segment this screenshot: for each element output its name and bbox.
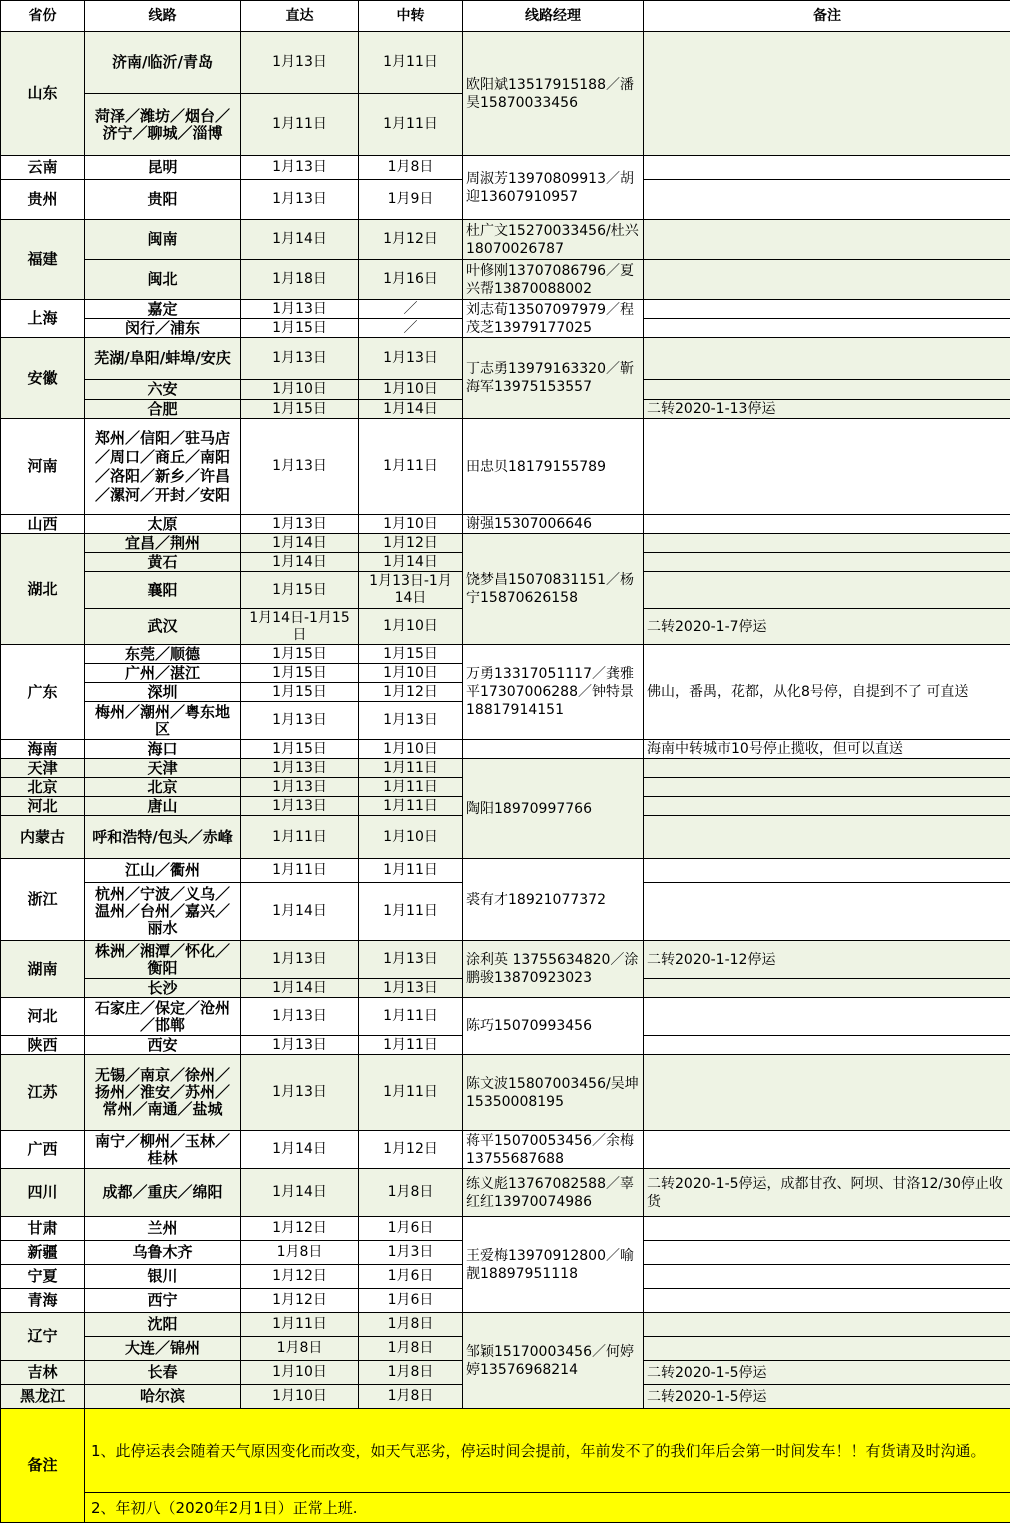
route-cell: 嘉定 [85,300,241,319]
transfer-cell: 1月9日 [359,180,463,220]
direct-cell: 1月13日 [241,419,359,515]
direct-cell: 1月13日 [241,1055,359,1131]
note-cell [644,300,1010,319]
province-cell: 北京 [1,778,85,797]
transfer-cell: 1月6日 [359,1289,463,1313]
route-cell: 太原 [85,515,241,534]
note-cell [644,319,1010,338]
transfer-cell: 1月11日 [359,859,463,883]
note-cell [644,515,1010,534]
manager-cell: 饶梦昌15070831151／杨宁15870626158 [463,534,644,645]
direct-cell: 1月14日 [241,1169,359,1217]
province-cell: 辽宁 [1,1313,85,1361]
province-cell: 湖北 [1,534,85,645]
transfer-cell: 1月11日 [359,94,463,156]
direct-cell: 1月13日 [241,300,359,319]
route-cell: 六安 [85,380,241,400]
table-row [1,1217,1010,1241]
route-cell: 南宁／柳州／玉林／桂林 [85,1131,241,1169]
direct-cell: 1月13日 [241,338,359,380]
route-cell: 襄阳 [85,572,241,609]
transfer-cell: 1月8日 [359,156,463,180]
province-cell: 内蒙古 [1,816,85,859]
route-cell: 宜昌／荆州 [85,534,241,553]
direct-cell: 1月13日 [241,998,359,1036]
province-cell: 云南 [1,156,85,180]
province-cell: 浙江 [1,859,85,941]
transfer-cell: 1月14日 [359,400,463,419]
note-cell [644,1217,1010,1241]
transfer-cell: 1月8日 [359,1337,463,1361]
manager-cell: 万勇13317051117／龚雅平17307006288／钟特景18817914151 [463,645,644,740]
transfer-cell: 1月14日 [359,553,463,572]
table-row [1,1131,1010,1169]
province-cell: 新疆 [1,1241,85,1265]
note-cell [644,32,1010,156]
table-row [1,419,1010,515]
transfer-cell: 1月8日 [359,1361,463,1385]
note-cell [644,180,1010,220]
direct-cell: 1月13日 [241,156,359,180]
table-row [1,1055,1010,1131]
route-cell: 无锡／南京／徐州／扬州／淮安／苏州／常州／南通／盐城 [85,1055,241,1131]
transfer-cell: 1月12日 [359,1131,463,1169]
direct-cell: 1月13日 [241,515,359,534]
manager-cell: 陶阳18970997766 [463,759,644,859]
transfer-cell: 1月15日 [359,645,463,664]
direct-cell: 1月12日 [241,1289,359,1313]
note-cell [644,998,1010,1036]
note-cell [644,156,1010,180]
direct-cell: 1月13日 [241,778,359,797]
manager-cell: 裘有才18921077372 [463,859,644,941]
transfer-cell: 1月8日 [359,1169,463,1217]
manager-cell: 叶修刚13707086796／夏兴帮13870088002 [463,260,644,300]
note-cell [644,859,1010,883]
province-cell: 天津 [1,759,85,778]
direct-cell: 1月15日 [241,683,359,702]
manager-cell: 周淑芳13970809913／胡迎13607910957 [463,156,644,220]
note-cell: 二转2020-1-5停运 [644,1361,1010,1385]
transfer-cell: 1月11日 [359,1036,463,1055]
table-row [1,32,1010,94]
transfer-cell: 1月13日 [359,338,463,380]
footer-note-2: 2、年初八（2020年2月1日）正常上班. [85,1493,1010,1523]
table-row [1,300,1010,319]
route-cell: 菏泽／潍坊／烟台／济宁／聊城／淄博 [85,94,241,156]
note-cell [644,816,1010,859]
route-cell: 闵行／浦东 [85,319,241,338]
note-cell [644,1055,1010,1131]
note-cell: 二转2020-1-7停运 [644,609,1010,645]
direct-cell: 1月13日 [241,941,359,979]
manager-cell: 刘志荀13507097979／程茂芝13979177025 [463,300,644,338]
province-cell: 江苏 [1,1055,85,1131]
route-cell: 大连／锦州 [85,1337,241,1361]
manager-cell: 陈巧15070993456 [463,998,644,1055]
table-row [1,534,1010,553]
table-row [1,156,1010,180]
province-cell: 山西 [1,515,85,534]
route-cell: 西安 [85,1036,241,1055]
province-cell: 河北 [1,797,85,816]
direct-cell: 1月14日 [241,553,359,572]
transfer-cell: 1月11日 [359,419,463,515]
direct-cell: 1月10日 [241,1385,359,1409]
transfer-cell: 1月11日 [359,883,463,941]
note-cell: 二转2020-1-5停运，成都甘孜、阿坝、甘洛12/30停止收货 [644,1169,1010,1217]
transfer-cell: 1月11日 [359,32,463,94]
direct-cell: 1月10日 [241,1361,359,1385]
note-cell [644,1289,1010,1313]
header-direct: 直达 [241,1,359,32]
direct-cell: 1月15日 [241,572,359,609]
note-cell [644,534,1010,553]
table-row [1,338,1010,380]
direct-cell: 1月18日 [241,260,359,300]
direct-cell: 1月15日 [241,319,359,338]
direct-cell: 1月12日 [241,1265,359,1289]
transfer-cell: 1月3日 [359,1241,463,1265]
province-cell: 广西 [1,1131,85,1169]
transfer-cell: 1月11日 [359,759,463,778]
province-cell: 河南 [1,419,85,515]
route-cell: 深圳 [85,683,241,702]
transfer-cell: ／ [359,319,463,338]
province-cell: 陕西 [1,1036,85,1055]
note-cell: 海南中转城市10号停止揽收，但可以直送 [644,740,1010,759]
note-cell [644,260,1010,300]
route-cell: 沈阳 [85,1313,241,1337]
note-cell [644,797,1010,816]
note-cell [644,1036,1010,1055]
direct-cell: 1月11日 [241,816,359,859]
province-cell: 安徽 [1,338,85,419]
route-cell: 梅州／潮州／粤东地区 [85,702,241,740]
province-cell: 甘肃 [1,1217,85,1241]
note-cell [644,979,1010,998]
manager-cell: 王爱梅13970912800／喻靓18897951118 [463,1217,644,1313]
transfer-cell: 1月11日 [359,778,463,797]
footer-row [1,1493,1010,1523]
table-row [1,998,1010,1036]
note-cell [644,380,1010,400]
transfer-cell: 1月8日 [359,1313,463,1337]
note-cell [644,778,1010,797]
route-cell: 合肥 [85,400,241,419]
route-cell: 株洲／湘潭／怀化／衡阳 [85,941,241,979]
route-cell: 呼和浩特/包头／赤峰 [85,816,241,859]
note-cell [644,220,1010,260]
note-cell: 佛山，番禺，花都，从化8号停，自提到不了 可直送 [644,645,1010,740]
transfer-cell: 1月10日 [359,609,463,645]
manager-cell: 欧阳斌13517915188／潘昊15870033456 [463,32,644,156]
transfer-cell: 1月8日 [359,1385,463,1409]
header-transfer: 中转 [359,1,463,32]
transfer-cell: 1月10日 [359,664,463,683]
province-cell: 湖南 [1,941,85,998]
table-row [1,859,1010,883]
province-cell: 黑龙江 [1,1385,85,1409]
manager-cell: 丁志勇13979163320／靳海军13975153557 [463,338,644,419]
table-row [1,740,1010,759]
transfer-cell: 1月6日 [359,1217,463,1241]
note-cell [644,1337,1010,1361]
note-cell [644,883,1010,941]
direct-cell: 1月11日 [241,859,359,883]
table-row [1,1169,1010,1217]
transfer-cell: 1月10日 [359,740,463,759]
direct-cell: 1月14日-1月15日 [241,609,359,645]
direct-cell: 1月14日 [241,220,359,260]
manager-cell: 杜广文15270033456/杜兴18070026787 [463,220,644,260]
transfer-cell: 1月10日 [359,380,463,400]
table-row [1,260,1010,300]
direct-cell: 1月14日 [241,883,359,941]
table-row [1,515,1010,534]
direct-cell: 1月11日 [241,1313,359,1337]
direct-cell: 1月13日 [241,759,359,778]
route-cell: 芜湖/阜阳/蚌埠/安庆 [85,338,241,380]
note-cell [644,1313,1010,1337]
transfer-cell: 1月13日 [359,702,463,740]
direct-cell: 1月15日 [241,400,359,419]
note-cell [644,338,1010,380]
direct-cell: 1月15日 [241,740,359,759]
direct-cell: 1月13日 [241,1036,359,1055]
direct-cell: 1月10日 [241,380,359,400]
transfer-cell: 1月11日 [359,998,463,1036]
province-cell: 四川 [1,1169,85,1217]
transfer-cell: 1月12日 [359,683,463,702]
table-row [1,1313,1010,1337]
note-cell [644,1265,1010,1289]
route-cell: 北京 [85,778,241,797]
header-route: 线路 [85,1,241,32]
note-cell [644,419,1010,515]
route-cell: 东莞／顺德 [85,645,241,664]
header-manager: 线路经理 [463,1,644,32]
transfer-cell: 1月13日 [359,941,463,979]
table-row [1,220,1010,260]
header-row [1,1,1010,32]
province-cell: 山东 [1,32,85,156]
transfer-cell: 1月12日 [359,534,463,553]
transfer-cell: 1月12日 [359,220,463,260]
province-cell: 宁夏 [1,1265,85,1289]
route-cell: 乌鲁木齐 [85,1241,241,1265]
transfer-cell: 1月13日 [359,979,463,998]
route-cell: 江山／衢州 [85,859,241,883]
direct-cell: 1月14日 [241,1131,359,1169]
note-cell [644,553,1010,572]
table-row [1,941,1010,979]
transfer-cell: 1月11日 [359,797,463,816]
note-cell: 二转2020-1-12停运 [644,941,1010,979]
direct-cell: 1月13日 [241,797,359,816]
transfer-cell: 1月11日 [359,1055,463,1131]
province-cell: 福建 [1,220,85,300]
province-cell: 海南 [1,740,85,759]
transfer-cell: 1月6日 [359,1265,463,1289]
direct-cell: 1月8日 [241,1241,359,1265]
manager-cell: 邹颖15170003456／何婷婷13576968214 [463,1313,644,1409]
route-cell: 天津 [85,759,241,778]
direct-cell: 1月12日 [241,1217,359,1241]
direct-cell: 1月11日 [241,94,359,156]
manager-cell: 涂利英 13755634820／涂鹏骏13870923023 [463,941,644,998]
province-cell: 青海 [1,1289,85,1313]
province-cell: 广东 [1,645,85,740]
route-cell: 成都／重庆／绵阳 [85,1169,241,1217]
note-cell: 二转2020-1-5停运 [644,1385,1010,1409]
note-cell [644,759,1010,778]
route-cell: 武汉 [85,609,241,645]
route-cell: 贵阳 [85,180,241,220]
route-cell: 济南/临沂/青岛 [85,32,241,94]
province-cell: 河北 [1,998,85,1036]
note-cell: 二转2020-1-13停运 [644,400,1010,419]
table-row [1,759,1010,778]
table-row [1,645,1010,664]
route-cell: 石家庄／保定／沧州／邯郸 [85,998,241,1036]
manager-cell [463,740,644,759]
footer-note-1: 1、此停运表会随着天气原因变化而改变，如天气恶劣，停运时间会提前，年前发不了的我们年后会第一时间发车！！有货请及时沟通。 [85,1409,1010,1493]
direct-cell: 1月13日 [241,702,359,740]
route-cell: 闽南 [85,220,241,260]
province-cell: 上海 [1,300,85,338]
route-cell: 广州／湛江 [85,664,241,683]
route-cell: 海口 [85,740,241,759]
route-cell: 郑州／信阳／驻马店／周口／商丘／南阳／洛阳／新乡／许昌／漯河／开封／安阳 [85,419,241,515]
route-cell: 长春 [85,1361,241,1385]
footer-row [1,1409,1010,1493]
transfer-cell: 1月16日 [359,260,463,300]
manager-cell: 练义彪13767082588／辜红红13970074986 [463,1169,644,1217]
route-cell: 唐山 [85,797,241,816]
header-note: 备注 [644,1,1010,32]
direct-cell: 1月14日 [241,979,359,998]
direct-cell: 1月13日 [241,32,359,94]
route-cell: 长沙 [85,979,241,998]
route-cell: 西宁 [85,1289,241,1313]
transfer-cell: ／ [359,300,463,319]
route-cell: 银川 [85,1265,241,1289]
note-cell [644,1131,1010,1169]
province-cell: 吉林 [1,1361,85,1385]
transfer-cell: 1月10日 [359,515,463,534]
direct-cell: 1月13日 [241,180,359,220]
manager-cell: 蒋平15070053456／余梅13755687688 [463,1131,644,1169]
direct-cell: 1月15日 [241,664,359,683]
route-cell: 黄石 [85,553,241,572]
header-province: 省份 [1,1,85,32]
note-cell [644,1241,1010,1265]
route-cell: 兰州 [85,1217,241,1241]
province-cell: 贵州 [1,180,85,220]
transfer-cell: 1月10日 [359,816,463,859]
route-cell: 哈尔滨 [85,1385,241,1409]
manager-cell: 陈文波15807003456/吴坤15350008195 [463,1055,644,1131]
footer-label: 备注 [1,1409,85,1523]
manager-cell: 谢强15307006646 [463,515,644,534]
route-cell: 杭州／宁波／义乌／温州／台州／嘉兴／丽水 [85,883,241,941]
direct-cell: 1月15日 [241,645,359,664]
direct-cell: 1月8日 [241,1337,359,1361]
note-cell [644,572,1010,609]
direct-cell: 1月14日 [241,534,359,553]
transfer-cell: 1月13日-1月14日 [359,572,463,609]
route-cell: 闽北 [85,260,241,300]
route-cell: 昆明 [85,156,241,180]
manager-cell: 田忠贝18179155789 [463,419,644,515]
